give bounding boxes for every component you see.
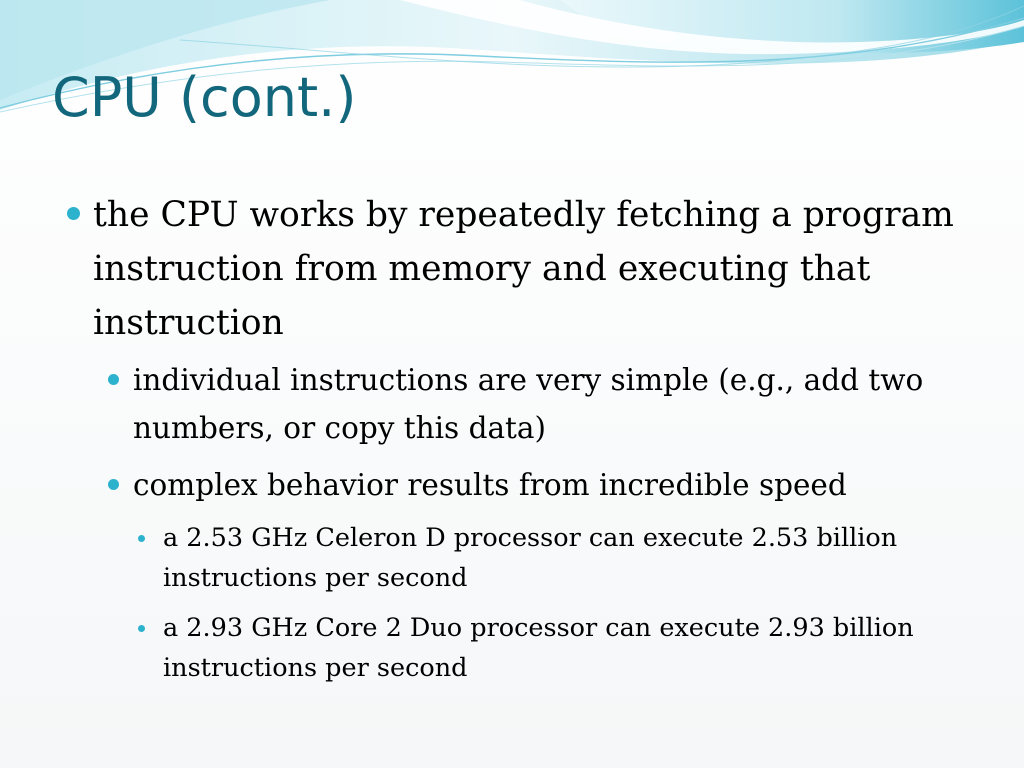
bullet-text: individual instructions are very simple (e.g., add two numbers, or copy this data) [133, 363, 924, 445]
bullet-dot-icon [138, 535, 145, 542]
bullet-dot-icon [67, 207, 80, 220]
bullet-item-level2 [103, 461, 980, 509]
slide-title: CPU (cont.) [52, 66, 357, 129]
bullet-text: the CPU works by repeatedly fetching a program instruction from memory and executing that instruction [93, 195, 954, 343]
bullet-dot-icon [108, 374, 119, 385]
bullet-text: complex behavior results from incredible speed [133, 468, 847, 502]
bullet-dot-icon [108, 479, 119, 490]
bullet-text: a 2.53 GHz Celeron D processor can execute 2.53 billion instructions per second [163, 523, 898, 593]
bullet-item-level3 [138, 518, 980, 598]
bullet-item-level3 [138, 608, 980, 688]
bullet-text: a 2.93 GHz Core 2 Duo processor can execute 2.93 billion instructions per second [163, 613, 914, 683]
bullet-list [60, 188, 980, 698]
bullet-item-level2 [103, 356, 980, 452]
bullet-dot-icon [138, 625, 145, 632]
bullet-item-level1 [60, 188, 980, 350]
